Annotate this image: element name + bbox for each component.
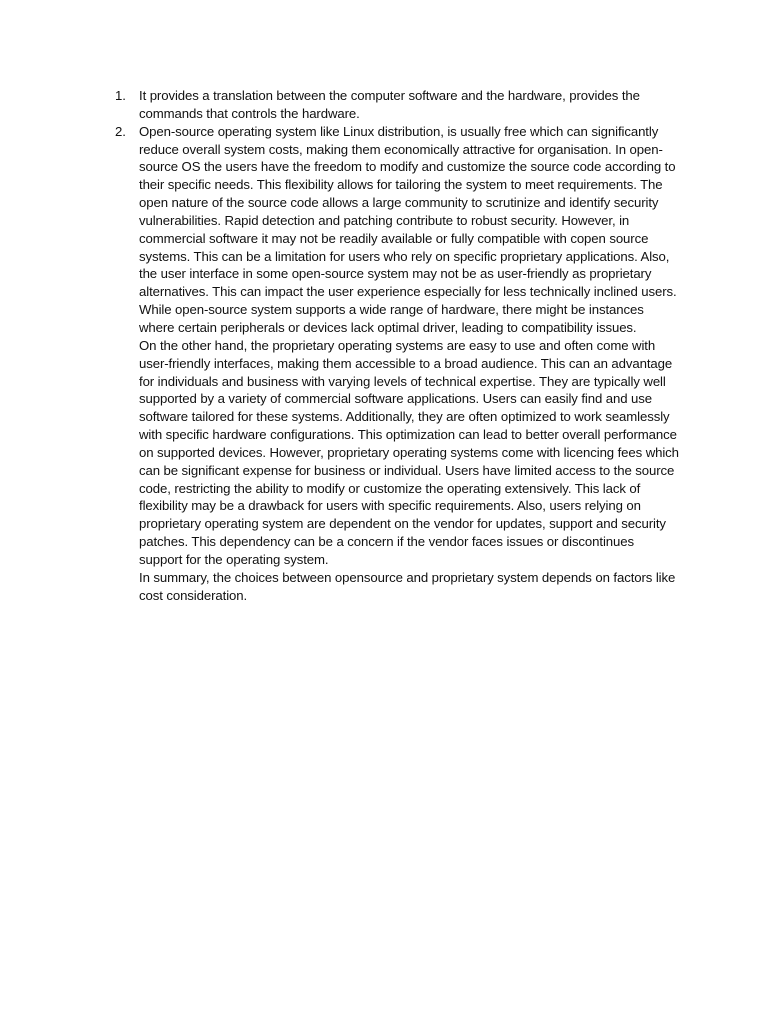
paragraph: In summary, the choices between opensource and proprietary system depends on factors like cost consideration. [139, 569, 676, 603]
list-item-number: 1. [115, 88, 126, 103]
list-item [115, 123, 679, 605]
list-item-number: 2. [115, 123, 126, 139]
paragraph: It provides a translation between the computer software and the hardware, provides the commands that controls the hardware. [139, 88, 640, 121]
list-item [115, 87, 679, 123]
paragraph: On the other hand, the proprietary operating systems are easy to use and often come with user-friendly interfaces, making them accessible to a broad audience. This can an advantage for individuals and business with varying levels of technical expertise. They are typically well supported by a variety of commercial software applications. Users can easily find and use software tailored for these systems. Additionally, they are often optimized to work seamlessly with specific hardware configurations. This optimization can lead to better overall performance on supported devices. However, proprietary operating systems come with licencing fees which can be significant expense for business or individual. Users have limited access to the source code, restricting the ability to modify or customize the operating extensively. This lack of flexibility may be a drawback for users with specific requirements. Also, users relying on proprietary operating system are dependent on the vendor for updates, support and security patches. This dependency can be a concern if the vendor faces issues or discontinues support for the operating system. [139, 337, 679, 567]
paragraph: Open-source operating system like Linux distribution, is usually free which can significantly reduce overall system costs, making them economically attractive for organisation. In open-source OS the users have the freedom to modify and customize the source code according to their specific needs. This flexibility allows for tailoring the system to meet requirements. The open nature of the source code allows a large community to scrutinize and identify security vulnerabilities. Rapid detection and patching contribute to robust security. However, in commercial software it may not be readily available or fully compatible with copen source systems. This can be a limitation for users who rely on specific proprietary applications. Also, the user interface in some open-source system may not be as user-friendly as proprietary alternatives. This can impact the user experience especially for less technically inclined users. While open-source system supports a wide range of hardware, there might be instances where certain peripherals or devices lack optimal driver, leading to compatibility issues. [139, 123, 677, 335]
document-body [115, 87, 679, 604]
